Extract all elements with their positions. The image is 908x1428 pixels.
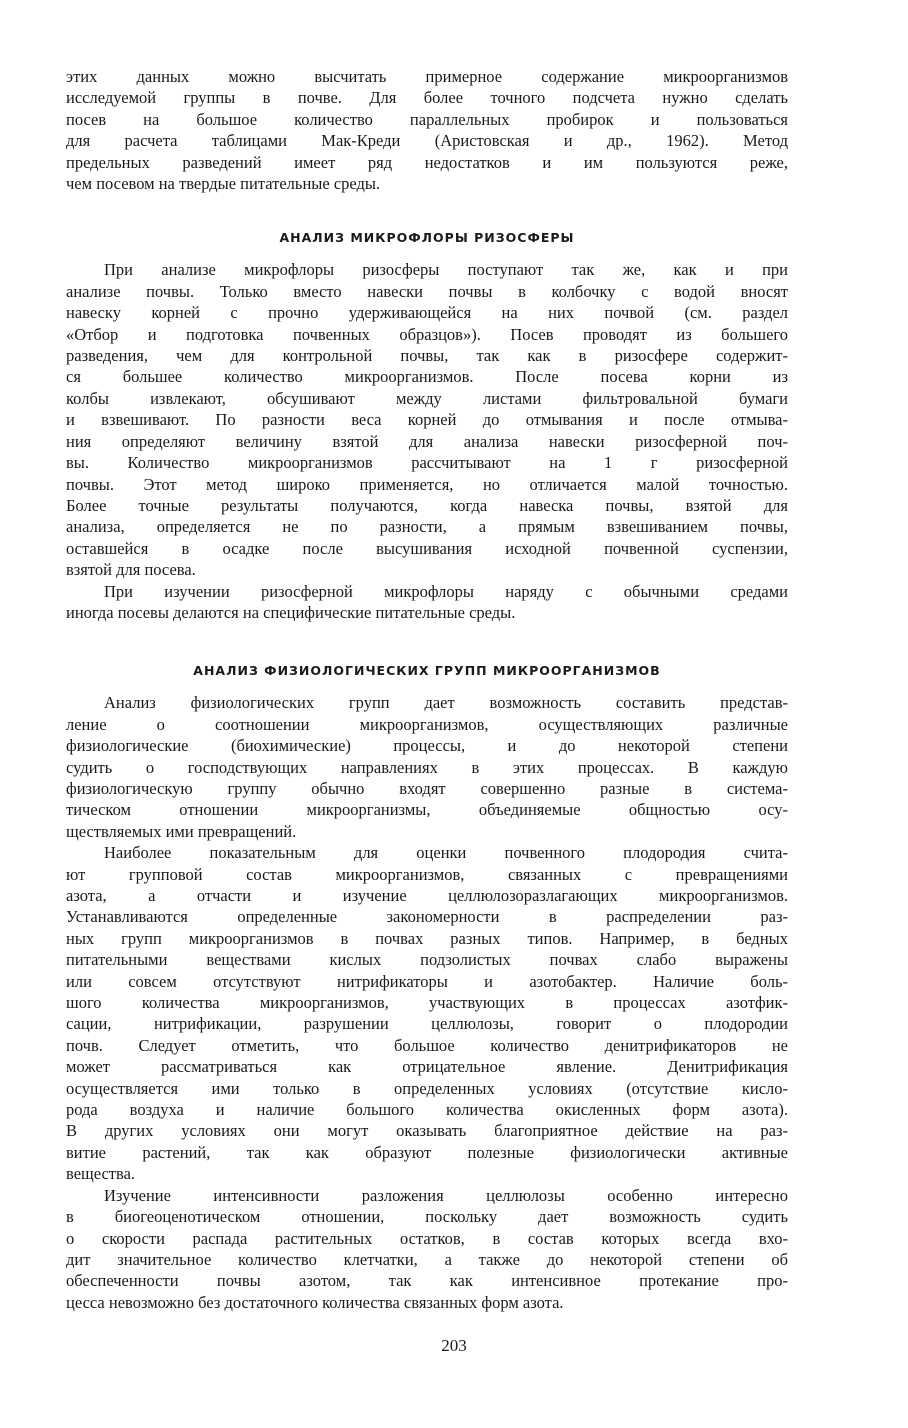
text-line: азота, а отчасти и изучение целлюлозоразлагающих микроорганизмов. — [66, 886, 788, 905]
text-line: рода воздуха и наличие большого количества окисленных форм азота). — [66, 1100, 788, 1120]
text-line: обеспеченности почвы азотом, так как интенсивное протекание про- — [66, 1271, 788, 1291]
text-line: чем посевом на твердые питательные среды. — [66, 174, 381, 194]
text-line: физиологическую группу обычно входят совершенно разные в система- — [66, 778, 788, 798]
text-line: анализа, определяется не по разности, а прямым взвешиванием почвы, — [66, 517, 788, 537]
page-body — [66, 66, 788, 1313]
text-line: Более точные результаты получаются, когда навеска почвы, взятой для — [66, 495, 788, 515]
text-line: оставшейся в осадке после высушивания исходной почвенной суспензии, — [66, 538, 788, 558]
text-line: «Отбор и подготовка почвенных образцов»). Посев проводят из большего — [66, 324, 788, 344]
text-line: в биогеоценотическом отношении, поскольку дает возможность судить — [66, 1207, 788, 1227]
text-line: шого количества микроорганизмов, участвующих в процессах азотфик- — [66, 993, 788, 1013]
text-line: может рассматриваться как отрицательное явление. Денитрификация — [66, 1057, 788, 1077]
text-line: питательными веществами кислых подзолистых почвах слабо выражены — [66, 950, 788, 970]
text-line: колбы извлекают, обсушивают между листами фильтровальной бумаги — [66, 388, 788, 408]
page-number: 203 — [441, 1336, 467, 1355]
text-line: физиологические (биохимические) процессы, и до некоторой степени — [66, 736, 788, 756]
text-line: и взвешивают. По разности веса корней до отмывания и после отмыва- — [66, 410, 788, 430]
text-line: цесса невозможно без достаточного количества связанных форм азота. — [66, 1292, 564, 1312]
text-line: посев на большое количество параллельных пробирок и пользоваться — [66, 109, 788, 129]
text-line: навеску корней с прочно удерживающейся на них почвой (см. раздел — [66, 303, 788, 323]
text-line: ния определяют величину взятой для анализа навески ризосферной поч- — [66, 431, 788, 451]
text-line: для расчета таблицами Мак-Креди (Аристовская и др., 1962). Метод — [66, 131, 788, 151]
text-line: ление о соотношении микроорганизмов, осуществляющих различные — [66, 714, 788, 734]
text-line: ществляемых ими превращений. — [66, 821, 297, 841]
text-line: В других условиях они могут оказывать благоприятное действие на раз- — [66, 1121, 788, 1141]
text-line: При изучении ризосферной микрофлоры наряду с обычными средами — [104, 581, 788, 601]
paragraph-5 — [66, 842, 788, 1185]
text-line: почв. Следует отметить, что большое количество денитрификаторов не — [66, 1035, 788, 1055]
text-line: сации, нитрификации, разрушении целлюлозы, говорит о плодородии — [66, 1014, 788, 1034]
paragraph-2 — [66, 259, 788, 580]
text-line: о скорости распада растительных остатков, в состав которых всегда вхо- — [66, 1228, 788, 1248]
section-heading-rhizosphere: АНАЛИЗ МИКРОФЛОРЫ РИЗОСФЕРЫ — [279, 230, 575, 246]
paragraph-4 — [66, 692, 788, 842]
text-line: вещества. — [66, 1164, 136, 1184]
paragraph-3 — [66, 581, 788, 624]
text-line: взятой для посева. — [66, 560, 196, 580]
text-line: почвы. Этот метод широко применяется, но отличается малой точностью. — [66, 474, 788, 494]
text-line: Изучение интенсивности разложения целлюлозы особенно интересно — [104, 1185, 788, 1205]
text-line: При анализе микрофлоры ризосферы поступают так же, как и при — [104, 260, 788, 280]
paragraph-1 — [66, 66, 788, 194]
text-line: тическом отношении микроорганизмы, объединяемые общностью осу- — [66, 800, 788, 820]
text-line: Наиболее показательным для оценки почвенного плодородия счита- — [104, 843, 788, 863]
text-line: или совсем отсутствуют нитрификаторы и азотобактер. Наличие боль- — [66, 971, 788, 991]
text-line: судить о господствующих направлениях в этих процессах. В каждую — [66, 757, 788, 777]
text-line: иногда посевы делаются на специфические питательные среды. — [66, 602, 516, 622]
text-line: витие растений, так как образуют полезные физиологически активные — [66, 1142, 788, 1162]
text-line: ся большее количество микроорганизмов. После посева корни из — [66, 367, 788, 387]
text-line: ных групп микроорганизмов в почвах разных типов. Например, в бедных — [66, 928, 788, 948]
text-line: Анализ физиологических групп дает возможность составить представ- — [104, 693, 788, 713]
paragraph-6 — [66, 1185, 788, 1313]
text-line: дит значительное количество клетчатки, а также до некоторой степени об — [66, 1249, 788, 1269]
text-line: этих данных можно высчитать примерное содержание микроорганизмов — [66, 67, 788, 86]
text-line: исследуемой группы в почве. Для более точного подсчета нужно сделать — [66, 88, 788, 108]
text-line: ют групповой состав микроорганизмов, связанных с превращениями — [66, 864, 788, 884]
text-line: вы. Количество микроорганизмов рассчитывают на 1 г ризосферной — [66, 453, 788, 473]
text-line: предельных разведений имеет ряд недостатков и им пользуются реже, — [66, 152, 788, 172]
text-line: разведения, чем для контрольной почвы, так как в ризосфере содержит- — [66, 346, 788, 366]
text-line: Устанавливаются определенные закономерности в распределении раз- — [66, 907, 788, 927]
section-heading-physiological-groups: АНАЛИЗ ФИЗИОЛОГИЧЕСКИХ ГРУПП МИКРООРГАНИЗМОВ — [193, 663, 661, 679]
text-line: осуществляется ими только в определенных условиях (отсутствие кисло- — [66, 1078, 788, 1098]
text-line: анализе почвы. Только вместо навески почвы в колбочку с водой вносят — [66, 281, 788, 301]
